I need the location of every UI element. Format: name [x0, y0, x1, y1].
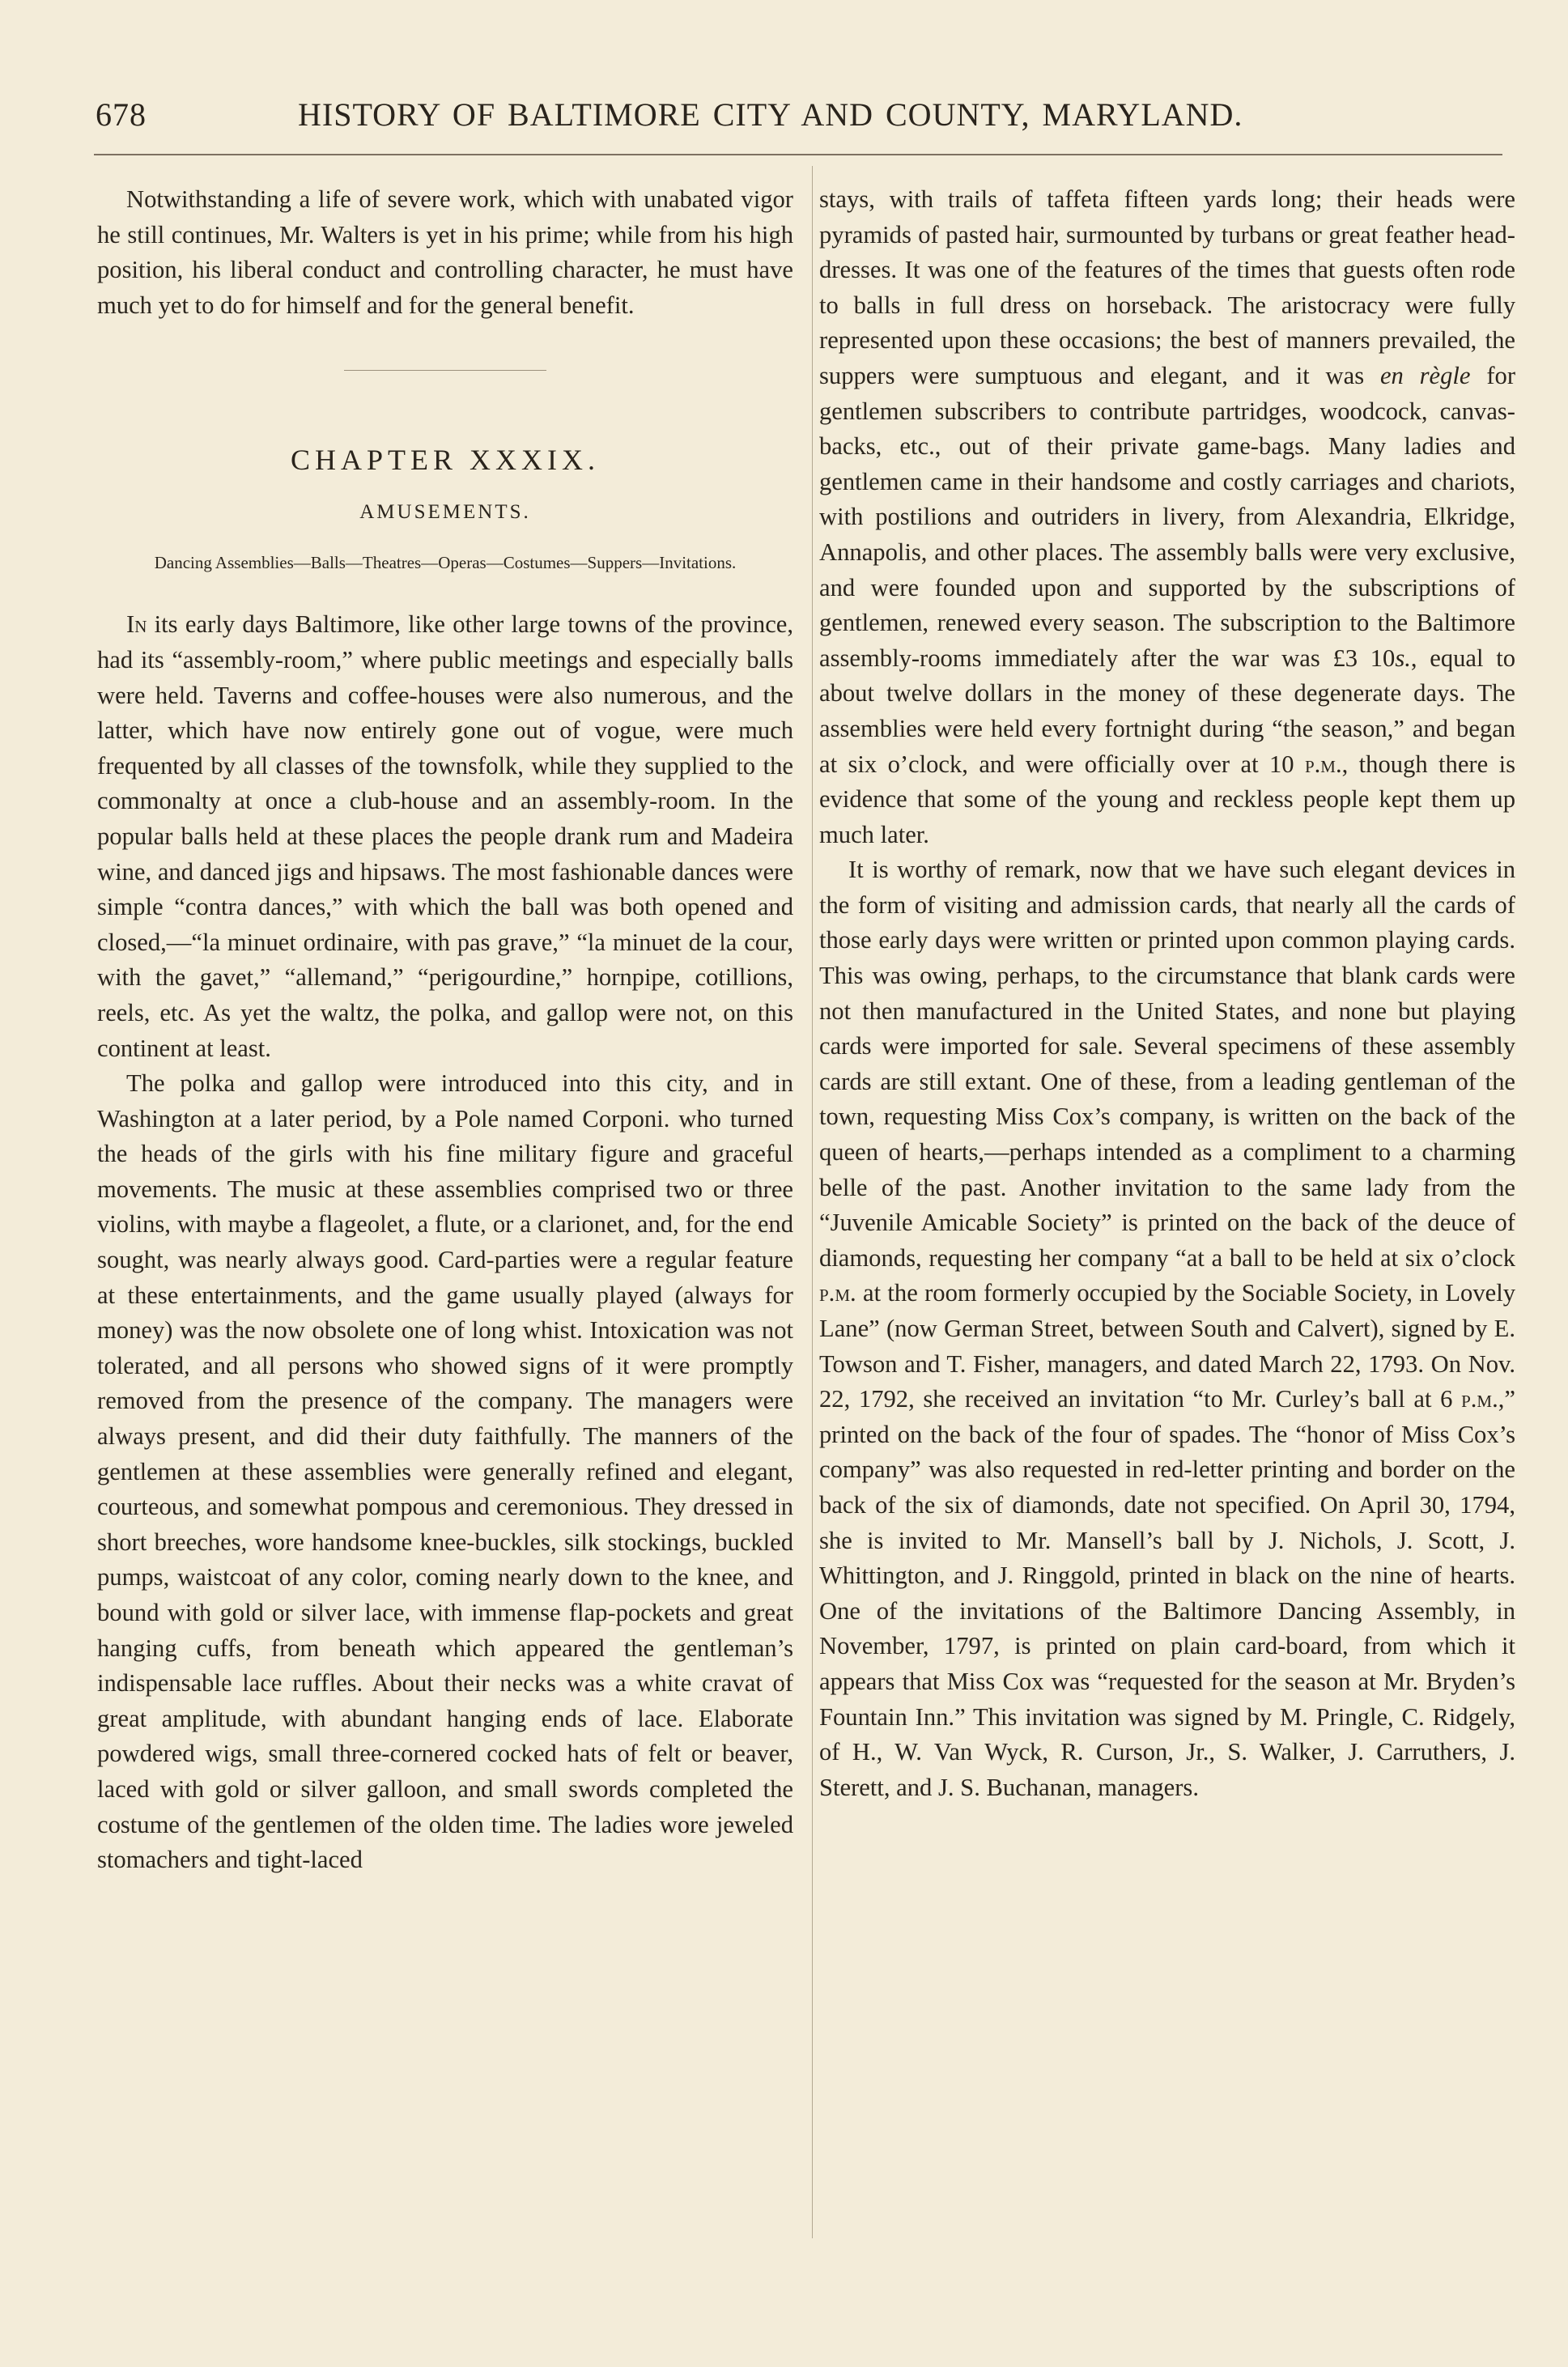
text-run: It is worthy of remark, now that we have such elegant devices in the form of visiting and admission cards, that nearly all the cards of those early days were written or printed upon common playing cards. This was owing, perhaps, to the circumstance that blank cards were not then manufactured in the United States, and none but playing cards were imported for sale. Several specimens of these assembly cards are still extant. One of these, from a leading gentleman of the town, requesting Miss Cox’s company, is written on the back of the queen of hearts,—perhaps intended as a compliment to a charming belle of the past. Another invitation to the same lady from the “Juvenile Amicable Society” is printed on the back of the deuce of diamonds, requesting her company “at a ball to be held at six o’clock — [819, 856, 1515, 1272]
text-run: ,” printed on the back of the four of spades. The “honor of Miss Cox’s company” was also requested in red-letter printing and border on the back of the six of diamonds, date not specified. On April 30, 1794, she is invited to Mr. Mansell’s ball by J. Nichols, J. Scott, J. Whittington, and J. Ringgold, printed in black on the nine of hearts. One of the invitations of the Baltimore Dancing Assembly, in November, 1797, is printed on plain card-board, from which it appears that Miss Cox was “requested for the season at Mr. Bryden’s Fountain Inn.” This invitation was signed by M. Pringle, C. Ridgely, of H., W. Van Wyck, R. Curson, Jr., S. Walker, J. Carruthers, J. Sterett, and J. S. Buchanan, managers. — [819, 1385, 1515, 1801]
section-divider — [344, 370, 546, 371]
paragraph-2: The polka and gallop were introduced into this city, and in Washington at a later period, by a Pole named Corponi. who turned the heads of the girls with his fine military figure and graceful movements. The music at these assemblies comprised two or three violins, with maybe a flageolet, a flute, or a clarionet, and, for the end sought, was nearly always good. Card-parties were a regular feature at these entertainments, and the game usually played (always for money) was the now obsolete one of long whist. Intoxication was not tolerated, and all persons who showed signs of it were promptly removed from the presence of the company. The managers were always present, and did their duty faithfully. The manners of the gentlemen at these assemblies were generally refined and elegant, courteous, and somewhat pompous and ceremonious. They dressed in short breeches, wore handsome knee-buckles, silk stockings, buckled pumps, waistcoat of any color, coming nearly down to the knee, and bound with gold or silver lace, with immense flap-pockets and great hanging cuffs, from beneath which appeared the gentleman’s indispensable lace ruffles. About their necks was a white cravat of great amplitude, with abundant hanging ends of lace. Elaborate powdered wigs, small three-cornered cocked hats of felt or beaver, laced with gold or silver galloon, and small swords completed the costume of the gentlemen of the olden time. The ladies wore jeweled stomachers and tight-laced — [97, 1069, 793, 1874]
time-abbrev: p.m. — [1304, 750, 1342, 778]
text-run: , equal to about twelve dollars in the money of these degenerate days. The assemblies were held every fortnight during “the season,” and began at six o’clock, and were officially over at 10 — [819, 644, 1515, 778]
running-title: HISTORY OF BALTIMORE CITY AND COUNTY, MARYLAND. — [298, 96, 1243, 133]
header-rule — [94, 154, 1502, 155]
right-column — [819, 182, 1515, 1805]
italic-phrase: en règle — [1379, 361, 1471, 389]
time-abbrev: p.m. — [819, 1279, 856, 1307]
paragraph-1 — [97, 607, 793, 1066]
paragraph-cards — [819, 852, 1515, 1805]
lead-word: In — [126, 610, 147, 639]
text-run: at the room formerly occupied by the Sociable Society, in Lovely Lane” (now German Street, between South and Calvert), signed by E. Towson and T. Fisher, managers, and dated March 22, 1793. On Nov. 22, 1792, she received an invitation “to Mr. Curley’s ball at 6 — [819, 1279, 1515, 1413]
page-header — [96, 96, 1472, 144]
paragraph-1-body: its early days Baltimore, like other large towns of the province, had its “assembly-room,” where public meetings and especially balls were held. Taverns and coffee-houses were also numerous, and the latter, which have now entirely gone out of vogue, were much frequented by all classes of the townsfolk, while they supplied to the commonalty at once a club-house and an assembly-room. In the popular balls held at these places the people drank rum and Madeira wine, and danced jigs and hipsaws. The most fashionable dances were simple “contra dances,” with which the ball was both opened and closed,—“la minuet ordinaire, with pas grave,” “la minuet de la cour, with the gavet,” “allemand,” “perigourdine,” hornpipe, cotillions, reels, etc. As yet the waltz, the polka, and gallop were not, on this continent at least. — [97, 610, 793, 1062]
chapter-title: CHAPTER XXXIX. — [290, 444, 600, 477]
page-number: 678 — [96, 96, 147, 133]
text-run: , though there is evidence that some of the young and reckless people kept them up much later. — [819, 750, 1515, 848]
chapter-synopsis: Dancing Assemblies—Balls—Theatres—Operas—Costumes—Suppers—Invitations. — [154, 553, 737, 573]
column-divider — [812, 166, 813, 2238]
intro-paragraph: Notwithstanding a life of severe work, which with unabated vigor he still continues, Mr. Walters is yet in his prime; while from his high position, his liberal conduct and controlling character, he must have much yet to do for himself and for the general benefit. — [97, 185, 793, 319]
chapter-subtitle: AMUSEMENTS. — [359, 501, 531, 524]
shillings-abbrev: s. — [1395, 644, 1411, 672]
left-column — [97, 182, 793, 1878]
time-abbrev: p.m. — [1461, 1385, 1498, 1413]
text-run: stays, with trails of taffeta fifteen yards long; their heads were pyramids of pasted hair, surmounted by turbans or great feather head-dresses. It was one of the features of the times that guests often rode to balls in full dress on horseback. The aristocracy were fully represented upon these occasions; the best of manners prevailed, the suppers were sumptuous and elegant, and it was — [819, 185, 1515, 389]
continued-paragraph — [819, 182, 1515, 852]
text-run: for gentlemen subscribers to contribute partridges, woodcock, canvas-backs, etc., out of their private game-bags. Many ladies and gentlemen came in their handsome and costly carriages and chariots, with postilions and outriders in livery, from Alexandria, Elkridge, Annapolis, and other places. The assembly balls were very exclusive, and were founded upon and supported by the subscriptions of gentlemen, renewed every season. The subscription to the Baltimore assembly-rooms immediately after the war was £3 10 — [819, 361, 1516, 672]
